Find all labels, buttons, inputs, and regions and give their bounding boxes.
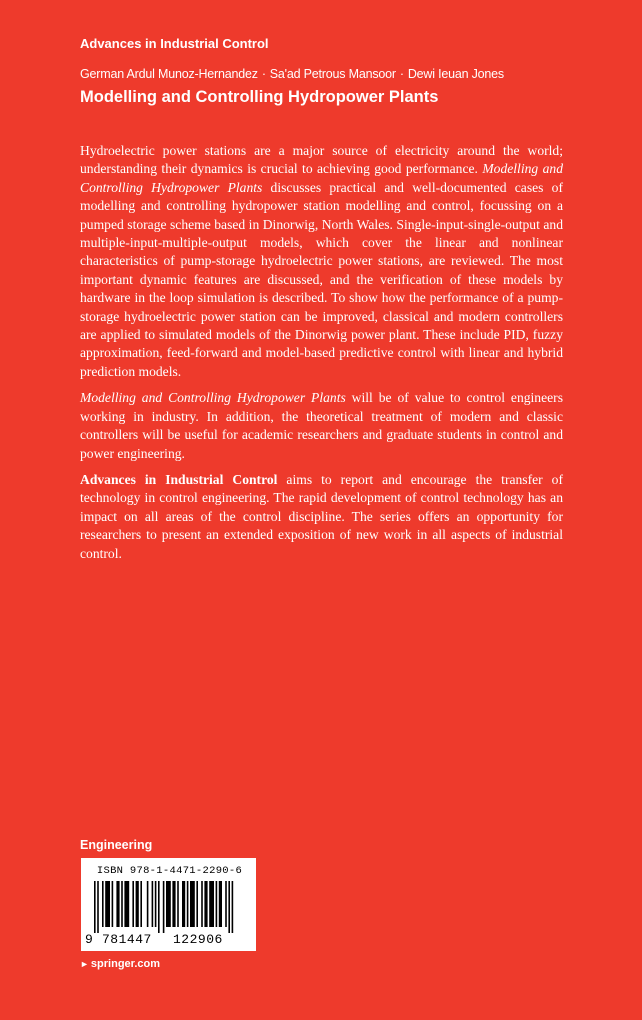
barcode-icon bbox=[94, 881, 246, 933]
author-1: German Ardul Munoz-Hernandez bbox=[80, 67, 258, 81]
paragraph-1 bbox=[80, 142, 563, 381]
author-separator: · bbox=[261, 67, 266, 81]
author-3: Dewi Ieuan Jones bbox=[407, 67, 504, 81]
paragraph-2 bbox=[80, 389, 563, 463]
author-2: Sa'ad Petrous Mansoor bbox=[269, 67, 396, 81]
website-link[interactable] bbox=[80, 958, 160, 970]
author-separator: · bbox=[399, 67, 404, 81]
series-name: Advances in Industrial Control bbox=[80, 36, 269, 51]
ean-left-digits: 781447 bbox=[102, 932, 152, 947]
paragraph-2-text: will be of value to control engineers working in industry. In addition, the theoretical treatment of modern and classic controllers will be useful for academic researchers and graduate students in control and power engineering. bbox=[80, 390, 563, 461]
authors bbox=[80, 67, 504, 81]
description bbox=[80, 142, 563, 571]
isbn-label: ISBN 978-1-4471-2290-6 bbox=[96, 865, 243, 877]
website-text: springer.com bbox=[90, 958, 160, 970]
paragraph-3-series-name: Advances in Industrial Control bbox=[80, 471, 278, 487]
barcode-box bbox=[81, 858, 256, 951]
paragraph-2-book-title: Modelling and Controlling Hydropower Plants bbox=[80, 390, 346, 406]
paragraph-3-text: aims to report and encourage the transfer of technology in control engineering. The rapid development of control technology has an impact on all areas of the control discipline. The series offers an opportunity for researchers to present an extended exposition of new work in all aspects of industrial control. bbox=[80, 471, 563, 561]
book-title: Modelling and Controlling Hydropower Plants bbox=[80, 88, 439, 106]
category-label: Engineering bbox=[80, 838, 153, 852]
paragraph-1-text-a: Hydroelectric power stations are a major source of electricity around the world; understanding their dynamics is crucial to achieving good performance. bbox=[80, 143, 563, 177]
paragraph-3 bbox=[80, 471, 563, 563]
ean-first-digit: 9 bbox=[85, 932, 94, 947]
ean-right-digits: 122906 bbox=[173, 932, 223, 947]
arrow-right-icon: ► bbox=[80, 959, 89, 969]
paragraph-1-text-b: discusses practical and well-documented cases of modelling and controlling hydropower station modelling and control, focussing on a pumped storage scheme based in Dinorwig, North Wales. Single-input-single-output and multiple-input-multiple-output models, which cover the linear and nonlinear characteristics of pump-storage hydroelectric power stations, are reviewed. The most important dynamic features are discussed, and the verification of these models by hardware in the loop simulation is described. To show how the performance of a pump-storage hydroelectric power station can be improved, classical and modern controllers are applied to simulated models of the Dinorwig power plant. These include PID, fuzzy approximation, feed-forward and model-based predictive control with linear and hybrid prediction models. bbox=[80, 179, 563, 379]
paragraph-1-book-title: Modelling and Controlling Hydropower Plants bbox=[80, 161, 563, 195]
